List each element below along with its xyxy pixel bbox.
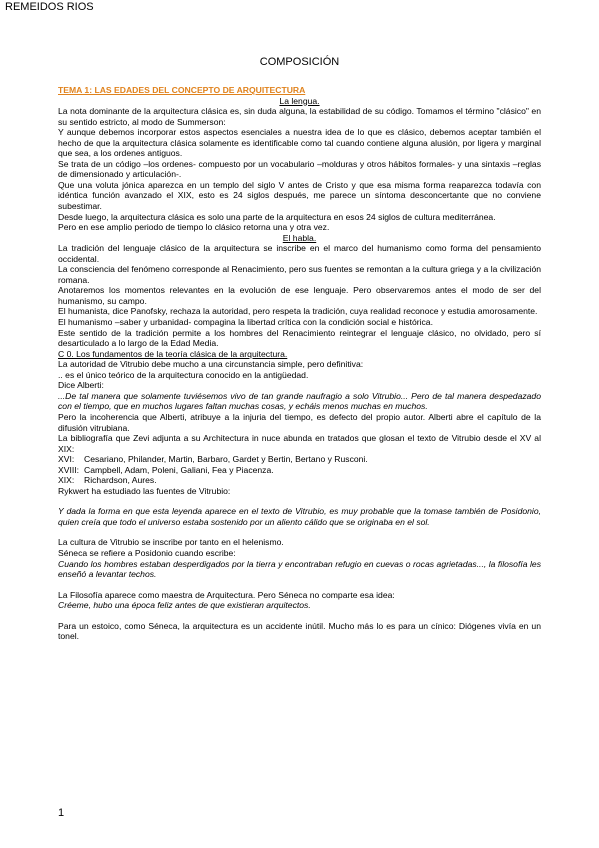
section-heading-habla: El habla. [282,232,317,243]
paragraph: La autoridad de Vitrubio debe mucho a una circunstancia simple, pero definitiva: [58,359,364,370]
century-names: Campbell, Adam, Poleni, Galiani, Fea y Piacenza. [84,464,274,475]
century-label: XVIII: [58,464,80,475]
century-list-item [58,475,541,486]
paragraph: Séneca se refiere a Posidonio cuando escribe: [58,547,236,558]
author-header: REMEIDOS RIOS [5,1,94,13]
paragraph: Rykwert ha estudiado las fuentes de Vitrubio: [58,485,231,496]
section-heading-c0: C 0. Los fundamentos de la teoría clásica de la arquitectura. [58,348,288,359]
century-names: Cesariano, Philander, Martin, Barbaro, Gardet y Bertin, Bertano y Rusconi. [84,454,368,465]
paragraph: .. es el único teórico de la arquitectura conocido en la antigüedad. [58,369,309,380]
paragraph: Y aunque debemos incorporar estos aspectos esenciales a nuestra idea de lo que es clásico, debemos aceptar también el hecho de que la arquitectura clásica solamente es identificable como tal cuando contiene alguna alusión, por ligera y marginal que sea, a los ordenes antiguos. [58,127,541,159]
theme-title: TEMA 1: LAS EDADES DEL CONCEPTO DE ARQUITECTURA [58,85,306,95]
paragraph: La tradición del lenguaje clásico de la arquitectura se inscribe en el marco del humanismo como forma del pensamiento occidental. [58,243,541,264]
paragraph: Se trata de un código –los ordenes- compuesto por un vocabulario –molduras y otros hábitos formales- y una sintaxis –reglas de dimensionado y articulación-. [58,158,541,180]
paragraph: Pero en ese amplio periodo de tiempo lo clásico retorna una y otra vez. [58,222,330,233]
paragraph: El humanismo –saber y urbanidad- compagina la libertad crítica con la condición social e histórica. [58,317,433,328]
century-list-item [58,454,541,465]
century-label: XVI: [58,454,75,465]
paragraph: Para un estoico, como Séneca, la arquitectura es un accidente inútil. Mucho más lo es para un cínico: Diógenes vivía en un tonel. [58,620,541,642]
section-heading-lengua: La lengua. [279,95,320,106]
paragraph: La cultura de Vitrubio se inscribe por tanto en el helenismo. [58,537,284,548]
page-number: 1 [58,807,65,819]
document-body [58,85,541,642]
paragraph: La nota dominante de la arquitectura clásica es, sin duda alguna, la estabilidad de su código. Tomamos el término "clásico" en su sentido estricto, al modo de Summerson: [58,106,541,127]
paragraph: Anotaremos los momentos relevantes en la evolución de ese lenguaje. Pero observaremos antes el modo de ser del humanismo, su campo. [58,285,541,306]
paragraph: La bibliografía que Zevi adjunta a su Architectura in nuce abunda en tratados que glosan el texto de Vitrubio desde el XV al XIX: [58,433,541,454]
paragraph: La Filosofía aparece como maestra de Arquitectura. Pero Séneca no comparte esa idea: [58,589,395,600]
paragraph: La consciencia del fenómeno corresponde al Renacimiento, pero sus fuentes se remontan a la cultura griega y a la civilización romana. [58,264,541,285]
century-label: XIX: [58,475,75,486]
paragraph: Este sentido de la tradición permite a los hombres del Renacimiento reintegrar el lenguaje clásico, no olvidado, pero sí desarticulado a lo largo de la Edad Media. [58,327,541,349]
paragraph: Que una voluta jónica aparezca en un templo del siglo V antes de Cristo y que esa misma forma reaparezca todavía con idéntica función avanzado el XIX, esto es 24 siglos después, me parece un síntoma desconcertante que no conviene subestimar. [58,179,541,212]
paragraph: El humanista, dice Panofsky, rechaza la autoridad, pero respeta la tradición, cuya realidad reconoce y estudia amorosamente. [58,306,538,317]
seneca-quote: Cuando los hombres estaban desperdigados por la tierra y encontraban refugio en cuevas o rocas agrietadas..., la filosofía les enseñó a levantar techos. [58,558,541,580]
document-title: COMPOSICIÓN [259,56,340,68]
century-list-item [58,465,541,476]
posidonio-quote: Y dada la forma en que esta leyenda aparece en el texto de Vitrubio, es muy probable que la tomase también de Posidonio, quien creía que todo el universo estaba sostenido por un aliento cálido que se originaba en el sol. [58,506,541,527]
paragraph: Dice Alberti: [58,380,104,391]
creeme-quote: Créeme, hubo una época feliz antes de que existieran arquitectos. [58,600,311,611]
paragraph: Desde luego, la arquitectura clásica es solo una parte de la arquitectura en esos 24 siglos de cultura mediterránea. [58,211,496,222]
alberti-quote: ...De tal manera que solamente tuviésemos vivo de tan grande naufragio a solo Vitrubio... Pero de tal manera despedazado con el tiempo, que en muchos lugares faltan muchas cosas, y echáis menos muchas en muchos. [58,390,541,412]
paragraph: Pero la incoherencia que Alberti, atribuye a la injuria del tiempo, es defecto del propio autor. Alberti abre el capítulo de la difusión vitrubiana. [58,411,541,433]
century-names: Richardson, Aures. [84,475,157,486]
